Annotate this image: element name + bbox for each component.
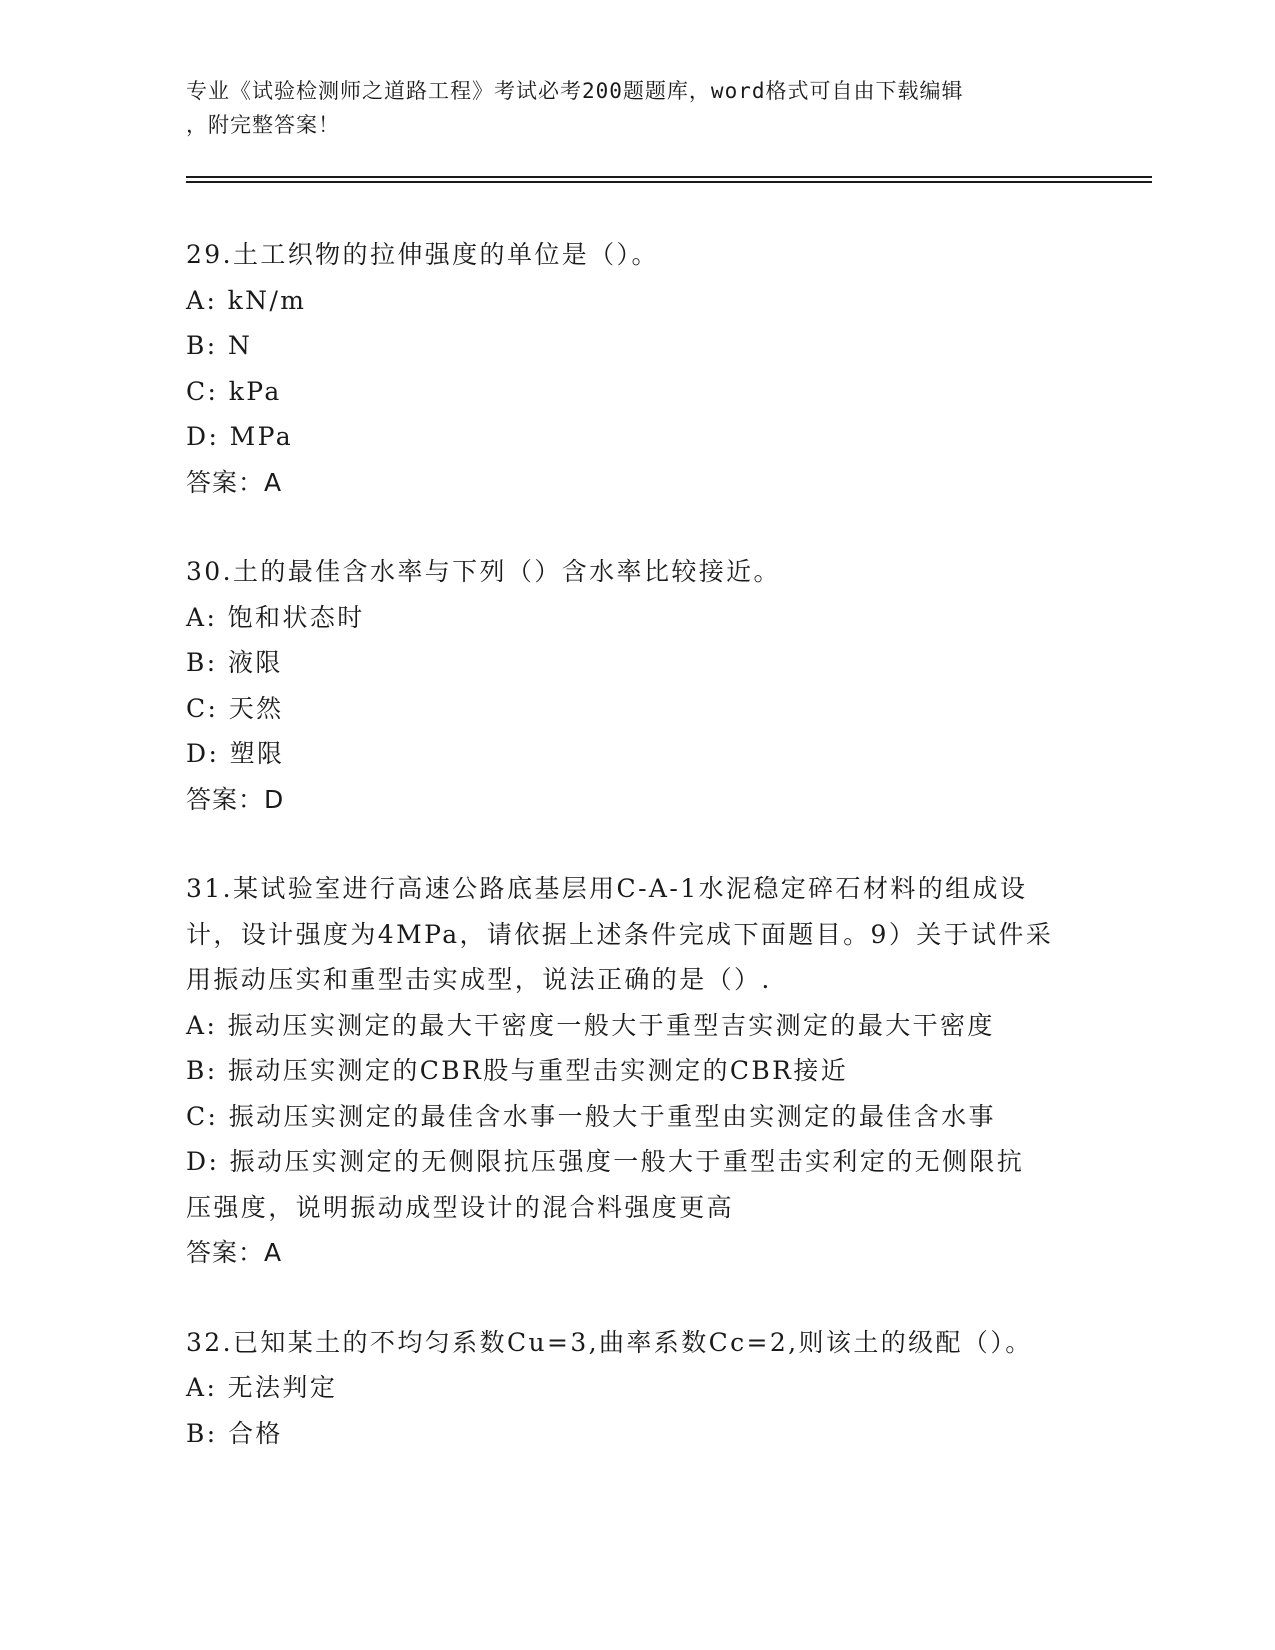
answer-option: B: 合格 — [186, 1418, 283, 1448]
question-item — [186, 1320, 1086, 1457]
question-stem-line: 计，设计强度为4MPa，请依据上述条件完成下面题目。9）关于试件采 — [186, 919, 1054, 949]
question-stem-line: 29.土工织物的拉伸强度的单位是（）。 — [186, 240, 659, 269]
question-stem-line: 31.某试验室进行高速公路底基层用C-A-1水泥稳定碎石材料的组成设 — [186, 874, 1028, 903]
answer-option: A: 饱和状态时 — [186, 602, 365, 632]
answer-option: D: 振动压实测定的无侧限抗压强度一般大于重型击实利定的无侧限抗 — [186, 1147, 1025, 1176]
answer-option: C: kPa — [186, 376, 282, 406]
answer-option: B: 振动压实测定的CBR股与重型击实测定的CBR接近 — [186, 1056, 849, 1085]
question-item — [186, 549, 1086, 822]
question-stem-line: 30.土的最佳含水率与下列（）含水率比较接近。 — [186, 557, 781, 586]
answer-option: A: 振动压实测定的最大干密度一般大于重型吉实测定的最大干密度 — [186, 1010, 995, 1040]
question-stem-line: 用振动压实和重型击实成型，说法正确的是（）. — [186, 965, 772, 994]
header-divider-top — [186, 176, 1152, 178]
answer-option: A: kN/m — [186, 285, 307, 315]
answer-option: C: 振动压实测定的最佳含水事一般大于重型由实测定的最佳含水事 — [186, 1101, 996, 1131]
answer-option: D: 塑限 — [186, 739, 285, 768]
answer-option: A: 无法判定 — [186, 1373, 338, 1402]
header-divider-bottom — [186, 181, 1152, 183]
answer-option: C: 天然 — [186, 693, 284, 723]
answer-key: 答案：A — [186, 1238, 283, 1267]
question-item — [186, 232, 1086, 505]
question-item — [186, 866, 1086, 1276]
header-line-1: 专业《试验检测师之道路工程》考试必考200题题库，word格式可自由下载编辑 — [186, 79, 964, 103]
answer-option: B: N — [186, 331, 253, 360]
answer-key: 答案：D — [186, 784, 285, 814]
document-header — [186, 74, 1086, 142]
header-line-2: ，附完整答案！ — [186, 113, 340, 137]
answer-option: B: 液限 — [186, 648, 283, 677]
answer-option: D: MPa — [186, 422, 294, 451]
answer-key: 答案：A — [186, 467, 283, 497]
question-list — [186, 232, 1086, 1500]
question-stem-line: 32.已知某土的不均匀系数Cu=3,曲率系数Cc=2,则该土的级配（）。 — [186, 1327, 1033, 1357]
answer-option: 压强度，说明振动成型设计的混合料强度更高 — [186, 1192, 735, 1222]
